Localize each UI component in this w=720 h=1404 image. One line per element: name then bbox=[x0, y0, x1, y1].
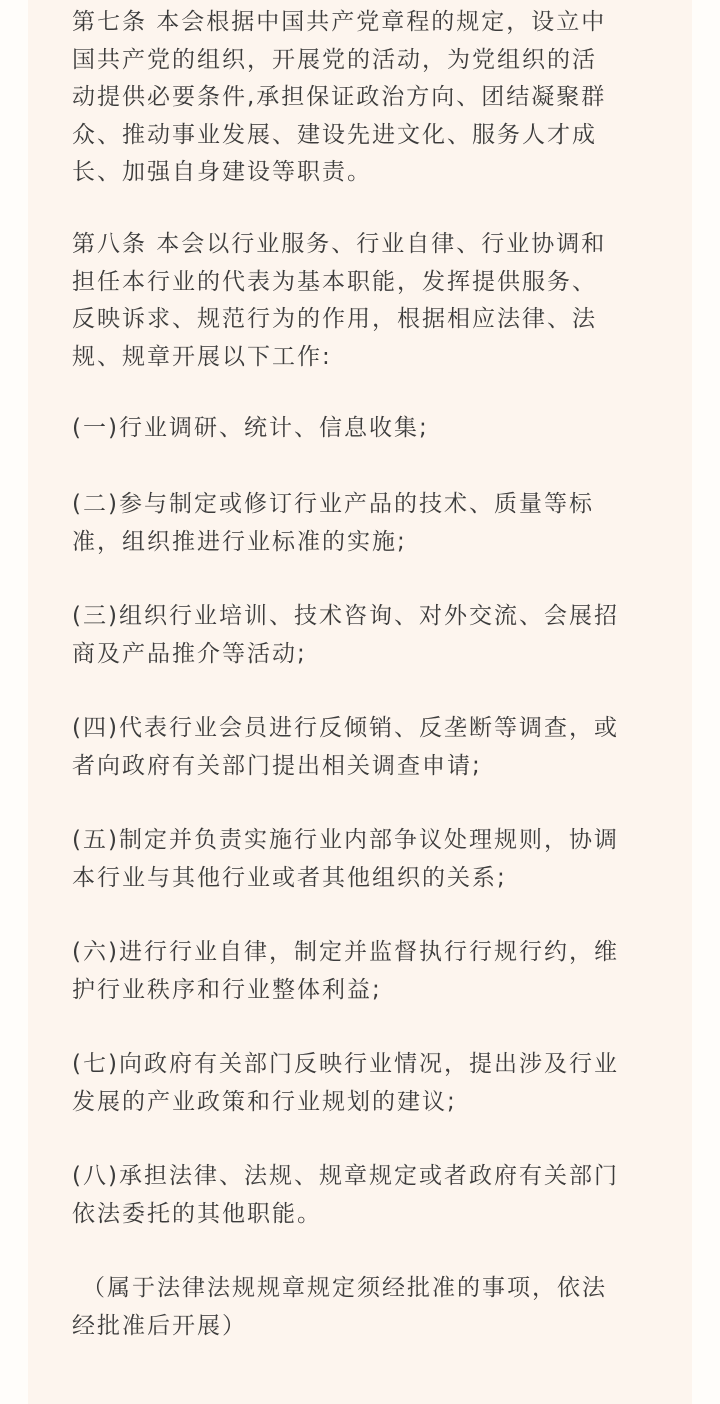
item-4-paragraph bbox=[72, 710, 619, 785]
text-line: 经批准后开展） bbox=[72, 1312, 247, 1339]
text-line: 商及产品推介等活动; bbox=[72, 640, 307, 667]
item-8-paragraph bbox=[72, 1158, 619, 1233]
text-line: 准，组织推进行业标准的实施; bbox=[72, 528, 407, 555]
text-line: (七)向政府有关部门反映行业情况，提出涉及行业 bbox=[72, 1051, 619, 1077]
text-line: (二)参与制定或修订行业产品的技术、质量等标 bbox=[72, 491, 594, 517]
item-5-paragraph bbox=[72, 822, 619, 897]
text-line: 担任本行业的代表为基本职能，发挥提供服务、 bbox=[72, 268, 597, 295]
text-line: (六)进行行业自律，制定并监督执行行规行约，维 bbox=[72, 939, 619, 965]
item-3-paragraph bbox=[72, 598, 619, 673]
text-line: 众、推动事业发展、建设先进文化、服务人才成 bbox=[72, 121, 597, 148]
text-line: 国共产党的组织，开展党的活动，为党组织的活 bbox=[72, 46, 597, 73]
approval-note-paragraph bbox=[72, 1270, 607, 1345]
text-line: 者向政府有关部门提出相关调查申请; bbox=[72, 752, 482, 779]
text-line: 第八条 本会以行业服务、行业自律、行业协调和 bbox=[72, 231, 607, 257]
text-line: 动提供必要条件,承担保证政治方向、团结凝聚群 bbox=[72, 84, 607, 110]
item-1-paragraph bbox=[72, 410, 429, 448]
text-line: 发展的产业政策和行业规划的建议; bbox=[72, 1088, 457, 1115]
text-line: 本行业与其他行业或者其他组织的关系; bbox=[72, 864, 507, 891]
article-7-paragraph bbox=[72, 4, 606, 192]
item-6-paragraph bbox=[72, 934, 619, 1009]
text-line: 第七条 本会根据中国共产党章程的规定，设立中 bbox=[72, 9, 607, 35]
text-line: (五)制定并负责实施行业内部争议处理规则，协调 bbox=[72, 827, 619, 853]
text-line: 依法委托的其他职能。 bbox=[72, 1200, 322, 1227]
text-line: (四)代表行业会员进行反倾销、反垄断等调查，或 bbox=[72, 715, 619, 741]
text-line: (八)承担法律、法规、规章规定或者政府有关部门 bbox=[72, 1163, 619, 1189]
text-line: 规、规章开展以下工作: bbox=[72, 343, 332, 370]
item-2-paragraph bbox=[72, 486, 594, 561]
text-line: （属于法律法规规章规定须经批准的事项，依法 bbox=[82, 1275, 607, 1301]
text-line: 反映诉求、规范行为的作用，根据相应法律、法 bbox=[72, 306, 597, 332]
text-line: 长、加强自身建设等职责。 bbox=[72, 159, 372, 185]
article-8-paragraph bbox=[72, 226, 606, 376]
text-line: (一)行业调研、统计、信息收集; bbox=[72, 415, 429, 441]
item-7-paragraph bbox=[72, 1046, 619, 1121]
text-line: 护行业秩序和行业整体利益; bbox=[72, 976, 382, 1003]
text-line: (三)组织行业培训、技术咨询、对外交流、会展招 bbox=[72, 603, 619, 629]
